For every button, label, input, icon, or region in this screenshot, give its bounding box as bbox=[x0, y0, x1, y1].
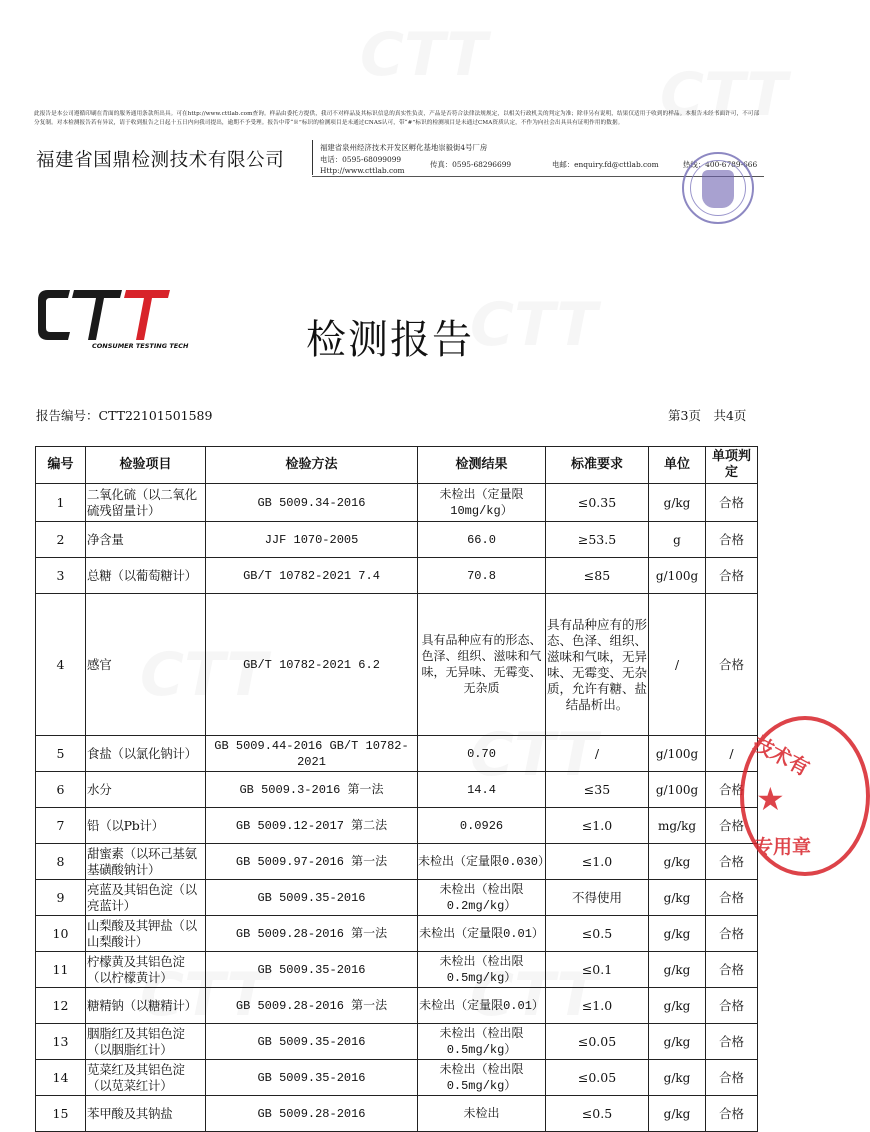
table-row bbox=[36, 916, 758, 952]
table-row bbox=[36, 952, 758, 988]
test-results-table bbox=[35, 446, 758, 1132]
cell-method: JJF 1070-2005 bbox=[206, 522, 418, 558]
cell-requirement: ≤35 bbox=[546, 772, 649, 808]
cma-seal-icon bbox=[682, 152, 754, 224]
cell-verdict: 合格 bbox=[706, 808, 758, 844]
company-name: 福建省国鼎检测技术有限公司 bbox=[36, 150, 285, 171]
cell-unit: mg/kg bbox=[649, 808, 706, 844]
cell-item: 净含量 bbox=[86, 522, 206, 558]
cell-unit: g bbox=[649, 522, 706, 558]
cell-no: 1 bbox=[36, 484, 86, 522]
cell-item: 苯甲酸及其钠盐 bbox=[86, 1096, 206, 1132]
cell-result: 66.0 bbox=[418, 522, 546, 558]
cell-no: 2 bbox=[36, 522, 86, 558]
cell-item: 山梨酸及其钾盐（以山梨酸计） bbox=[86, 916, 206, 952]
table-row bbox=[36, 736, 758, 772]
cell-method: GB 5009.97-2016 第一法 bbox=[206, 844, 418, 880]
cell-requirement: ≤1.0 bbox=[546, 808, 649, 844]
cell-requirement: ≤1.0 bbox=[546, 988, 649, 1024]
cell-unit: g/kg bbox=[649, 1060, 706, 1096]
table-row bbox=[36, 522, 758, 558]
report-number: 报告编号：CTT22101501589 bbox=[36, 408, 213, 423]
logo-tagline: CONSUMER TESTING TECH bbox=[92, 342, 189, 350]
cell-result: 70.8 bbox=[418, 558, 546, 594]
cell-no: 5 bbox=[36, 736, 86, 772]
ctt-logo-icon bbox=[34, 286, 174, 346]
cell-item: 食盐（以氯化钠计） bbox=[86, 736, 206, 772]
page-indicator: 第3页 共4页 bbox=[668, 408, 747, 423]
cell-result: 未检出（检出限0.2mg/kg） bbox=[418, 880, 546, 916]
cell-verdict: 合格 bbox=[706, 952, 758, 988]
cell-result: 未检出（检出限0.5mg/kg） bbox=[418, 952, 546, 988]
cell-method: GB 5009.28-2016 第一法 bbox=[206, 916, 418, 952]
stamp-text-top: 技术有 bbox=[749, 731, 814, 781]
table-row bbox=[36, 1024, 758, 1060]
cell-unit: g/kg bbox=[649, 988, 706, 1024]
star-icon: ★ bbox=[756, 780, 785, 818]
header-verdict: 单项判定 bbox=[706, 447, 758, 484]
cell-unit: g/kg bbox=[649, 844, 706, 880]
cell-no: 12 bbox=[36, 988, 86, 1024]
cell-item: 亮蓝及其铝色淀（以亮蓝计） bbox=[86, 880, 206, 916]
cell-unit: g/kg bbox=[649, 1024, 706, 1060]
cell-method: GB/T 10782-2021 7.4 bbox=[206, 558, 418, 594]
cell-unit: g/100g bbox=[649, 772, 706, 808]
cell-unit: g/kg bbox=[649, 880, 706, 916]
company-phone: 电话：0595-68099099 bbox=[320, 155, 402, 164]
table-row bbox=[36, 1060, 758, 1096]
company-hotline: 热线：400-6789-666 bbox=[683, 160, 758, 169]
cell-verdict: 合格 bbox=[706, 558, 758, 594]
cell-verdict: 合格 bbox=[706, 1096, 758, 1132]
cell-method: GB 5009.12-2017 第二法 bbox=[206, 808, 418, 844]
cell-item: 胭脂红及其铝色淀（以胭脂红计） bbox=[86, 1024, 206, 1060]
cell-no: 13 bbox=[36, 1024, 86, 1060]
company-address: 福建省泉州经济技术开发区孵化基地崇毅街4号厂房 bbox=[320, 143, 488, 152]
cell-item: 糖精钠（以糖精计） bbox=[86, 988, 206, 1024]
cell-result: 未检出（检出限0.5mg/kg） bbox=[418, 1024, 546, 1060]
table-row bbox=[36, 880, 758, 916]
stamp-text-bottom: 专用章 bbox=[754, 836, 812, 858]
cell-requirement: 不得使用 bbox=[546, 880, 649, 916]
cell-verdict: 合格 bbox=[706, 916, 758, 952]
cell-item: 铅（以Pb计） bbox=[86, 808, 206, 844]
cell-no: 3 bbox=[36, 558, 86, 594]
page-title: 检测报告 bbox=[306, 317, 474, 363]
cell-verdict: 合格 bbox=[706, 988, 758, 1024]
cell-unit: / bbox=[649, 594, 706, 736]
cell-no: 14 bbox=[36, 1060, 86, 1096]
header-item: 检验项目 bbox=[86, 447, 206, 484]
cell-result: 未检出（定量限0.01） bbox=[418, 916, 546, 952]
cell-method: GB 5009.3-2016 第一法 bbox=[206, 772, 418, 808]
table-header-row bbox=[36, 447, 758, 484]
cell-verdict: 合格 bbox=[706, 772, 758, 808]
header-unit: 单位 bbox=[649, 447, 706, 484]
cell-requirement: ≤1.0 bbox=[546, 844, 649, 880]
cell-requirement: / bbox=[546, 736, 649, 772]
cell-requirement: 具有品种应有的形态、色泽、组织、滋味和气味，无异味、无霉变、无杂质，允许有糖、盐结晶析出。 bbox=[546, 594, 649, 736]
cell-unit: g/kg bbox=[649, 952, 706, 988]
cell-requirement: ≤0.5 bbox=[546, 916, 649, 952]
header-result: 检测结果 bbox=[418, 447, 546, 484]
cell-item: 甜蜜素（以环己基氨基磺酸钠计） bbox=[86, 844, 206, 880]
cell-no: 15 bbox=[36, 1096, 86, 1132]
cell-item: 感官 bbox=[86, 594, 206, 736]
cell-no: 10 bbox=[36, 916, 86, 952]
header-no: 编号 bbox=[36, 447, 86, 484]
company-website: Http://www.cttlab.com bbox=[320, 166, 405, 175]
cell-verdict: 合格 bbox=[706, 484, 758, 522]
cell-result: 14.4 bbox=[418, 772, 546, 808]
cell-no: 11 bbox=[36, 952, 86, 988]
company-email: 电邮：enquiry.fd@cttlab.com bbox=[552, 160, 659, 169]
company-fax: 传真：0595-68296699 bbox=[430, 160, 512, 169]
header-requirement: 标准要求 bbox=[546, 447, 649, 484]
cell-verdict: / bbox=[706, 736, 758, 772]
cell-requirement: ≤0.05 bbox=[546, 1024, 649, 1060]
cell-requirement: ≤0.05 bbox=[546, 1060, 649, 1096]
company-stamp bbox=[740, 716, 870, 876]
header-method: 检验方法 bbox=[206, 447, 418, 484]
cell-method: GB 5009.35-2016 bbox=[206, 1060, 418, 1096]
table-row bbox=[36, 558, 758, 594]
cell-requirement: ≤85 bbox=[546, 558, 649, 594]
cell-requirement: ≤0.5 bbox=[546, 1096, 649, 1132]
cell-no: 4 bbox=[36, 594, 86, 736]
cell-method: GB 5009.35-2016 bbox=[206, 880, 418, 916]
cell-method: GB 5009.35-2016 bbox=[206, 952, 418, 988]
cell-result: 未检出（定量限0.01） bbox=[418, 988, 546, 1024]
cell-unit: g/kg bbox=[649, 1096, 706, 1132]
cell-result: 未检出 bbox=[418, 1096, 546, 1132]
cell-method: GB 5009.28-2016 第一法 bbox=[206, 988, 418, 1024]
table-row bbox=[36, 594, 758, 736]
table-row bbox=[36, 484, 758, 522]
table-row bbox=[36, 844, 758, 880]
cell-unit: g/100g bbox=[649, 558, 706, 594]
cell-method: GB/T 10782-2021 6.2 bbox=[206, 594, 418, 736]
cell-item: 总糖（以葡萄糖计） bbox=[86, 558, 206, 594]
table-row bbox=[36, 808, 758, 844]
disclaimer-text: 此报告是本公司遵循印刷在背面的服务通用条款所出具。可在http://www.cttlab.com查询。样品由委托方提供，我司不对样品及其标识信息的真实性负责，产品是否符合法律法规规定，以相关行政机关的判定为准；除非另有说明，结果仅适用于收到的样品。本报告未经书面许可，不可部分复制。对本检测报告若有异议，请于收到报告之日起十五日内向我司提出，逾期不予受理。报告中带“※”标识的检测项目是未通过CNAS认可，带“#”标识的检测项目是未通过CMA资质认定，不作为向社会出具具有证明作用的数据。 bbox=[34, 111, 760, 126]
cell-verdict: 合格 bbox=[706, 880, 758, 916]
cell-requirement: ≤0.35 bbox=[546, 484, 649, 522]
cell-result: 未检出（定量限0.030） bbox=[418, 844, 546, 880]
cell-no: 6 bbox=[36, 772, 86, 808]
cell-no: 8 bbox=[36, 844, 86, 880]
cell-method: GB 5009.35-2016 bbox=[206, 1024, 418, 1060]
watermark bbox=[360, 20, 487, 90]
cell-result: 具有品种应有的形态、色泽、组织、滋味和气味，无异味、无霉变、无杂质 bbox=[418, 594, 546, 736]
cell-requirement: ≤0.1 bbox=[546, 952, 649, 988]
cell-verdict: 合格 bbox=[706, 1024, 758, 1060]
cell-requirement: ≥53.5 bbox=[546, 522, 649, 558]
cell-verdict: 合格 bbox=[706, 844, 758, 880]
cell-no: 7 bbox=[36, 808, 86, 844]
cell-verdict: 合格 bbox=[706, 594, 758, 736]
cell-result: 0.0926 bbox=[418, 808, 546, 844]
cell-no: 9 bbox=[36, 880, 86, 916]
cell-unit: g/kg bbox=[649, 916, 706, 952]
cell-item: 水分 bbox=[86, 772, 206, 808]
header-divider bbox=[312, 140, 313, 175]
cell-method: GB 5009.28-2016 bbox=[206, 1096, 418, 1132]
cell-item: 柠檬黄及其铝色淀（以柠檬黄计） bbox=[86, 952, 206, 988]
cell-verdict: 合格 bbox=[706, 522, 758, 558]
cell-method: GB 5009.44-2016 GB/T 10782-2021 bbox=[206, 736, 418, 772]
cell-unit: g/kg bbox=[649, 484, 706, 522]
cell-result: 0.70 bbox=[418, 736, 546, 772]
cell-result: 未检出（定量限10mg/kg） bbox=[418, 484, 546, 522]
cell-item: 二氧化硫（以二氧化硫残留量计） bbox=[86, 484, 206, 522]
table-row bbox=[36, 1096, 758, 1132]
cell-unit: g/100g bbox=[649, 736, 706, 772]
table-row bbox=[36, 988, 758, 1024]
cell-verdict: 合格 bbox=[706, 1060, 758, 1096]
cell-method: GB 5009.34-2016 bbox=[206, 484, 418, 522]
table-row bbox=[36, 772, 758, 808]
cell-item: 苋菜红及其铝色淀（以苋菜红计） bbox=[86, 1060, 206, 1096]
cell-result: 未检出（检出限0.5mg/kg） bbox=[418, 1060, 546, 1096]
watermark bbox=[470, 290, 597, 360]
